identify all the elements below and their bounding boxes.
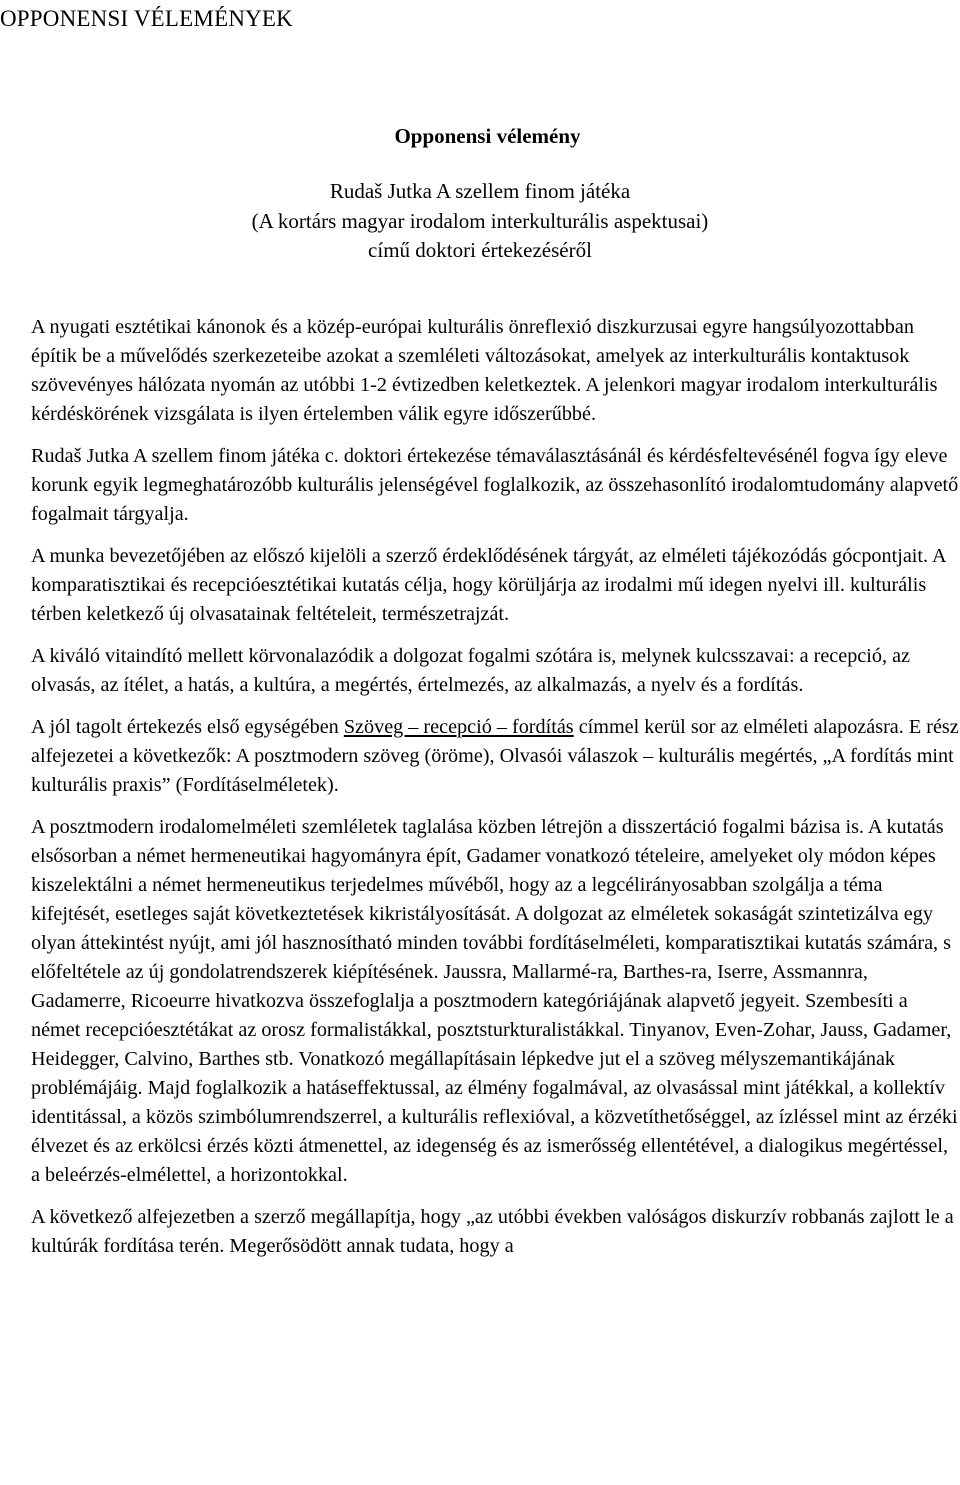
paragraph-theory-review: A posztmodern irodalomelméleti szemléletek taglalása közben létrejön a disszertáció fogalmi bázisa is. A kutatás elsősorban a német hermeneutikai hagyományra épít, Gadamer vonatkozó tételeire, amelyeket oly módon képes kiszelektálni a német hermeneutikus terjedelmes művéből, hogy az a legcélirányosabban szolgálja a téma kifejtését, esetleges saját következtetések kikristályosítását. A dolgozat az elméletek sokaságát szintetizálva egy olyan áttekintést nyújt, ami jól hasznosítható minden további fordításelméleti, komparatisztikai kutatás számára, s előfeltétele az új gondolatrendszerek kiépítésének. Jaussra, Mallarmé-ra, Barthes-ra, Iserre, Assmannra, Gadamerre, Ricoeurre hivatkozva összefoglalja a posztmodern kategóriájának alapvető jegyeit. Szembesíti a német recepcióesztétákat az orosz formalistákkal, posztsturkturalistákkal. Tinyanov, Even-Zohar, Jauss, Gadamer, Heidegger, Calvino, Barthes stb. Vonatkozó megállapításain lépkedve jut el a szöveg mélyszemantikájának problémájáig. Majd foglalkozik a hatáseffektussal, az élmény fogalmával, az olvasással mint játékkal, a kollektív identitással, a közös szimbólumrendszerrel, a kulturális reflexióval, a közvetíthetőséggel, az ízléssel mint az érzéki élvezet és az erkölcsi érzés közti átmenettel, az idegenség és az ismerősség ellentétével, a dialogikus megértéssel, a beleérzés-elmélettel, a horizontokkal.: [31, 816, 958, 1186]
paragraph-first-unit-rest: címmel kerül sor az elméleti alapozásra. E rész alfejezetei a következők: A posztmodern szöveg (öröme), Olvasói válaszok – kulturális megértés, „A fordítás mint kulturális praxis” (Fordításelméletek).: [31, 716, 959, 796]
subject-line-subtitle: (A kortárs magyar irodalom interkulturális aspektusai): [251, 208, 709, 233]
body-text: [31, 313, 960, 1274]
section-title-underlined: Szöveg – recepció – fordítás: [343, 716, 574, 738]
paragraph-first-unit: [31, 713, 960, 800]
paragraph-introduction-summary: A munka bevezetőjében az előszó kijelöli a szerző érdeklődésének tárgyát, az elméleti tájékozódás gócpontjait. A komparatisztikai és recepcióesztétikai kutatás célja, hogy körüljárja az irodalmi mű idegen nyelvi ill. kulturális térben keletkező új olvasatainak feltételeit, természetrajzát.: [31, 545, 946, 625]
page-heading: OPPONENSI VÉLEMÉNYEK: [0, 6, 293, 31]
paragraph-intro: A nyugati esztétikai kánonok és a közép-európai kulturális önreflexió diszkurzusai egyre hangsúlyozottabban építik be a művelődés szerkezeteibe azokat a szemléleti változásokat, amelyek az interkulturális kontaktusok szövevényes hálózata nyomán az utóbbi 1-2 évtizedben keletkeztek. A jelenkori magyar irodalom interkulturális kérdéskörének vizsgálata is ilyen értelemben válik egyre időszerűbbé.: [31, 316, 938, 425]
document-title: Opponensi vélemény: [394, 124, 581, 148]
paragraph-first-unit-lead: A jól tagolt értekezés első egységében: [31, 716, 344, 738]
subject-line-author-title: Rudaš Jutka A szellem finom játéka: [329, 179, 631, 203]
paragraph-topic: Rudaš Jutka A szellem finom játéka c. doktori értekezése témaválasztásánál és kérdésfeltevésénél fogva így eleve korunk egyik legmeghatározóbb kulturális jelenségével foglalkozik, az összehasonlító irodalomtudomány alapvető fogalmait tárgyalja.: [31, 445, 959, 525]
subject-line-descriptor: című doktori értekezéséről: [368, 238, 592, 262]
paragraph-next-subchapter: A következő alfejezetben a szerző megállapítja, hogy „az utóbbi években valóságos diskurzív robbanás zajlott le a kultúrák fordítása terén. Megerősödött annak tudata, hogy a: [31, 1206, 954, 1257]
paragraph-vocabulary: A kiváló vitaindító mellett körvonalazódik a dolgozat fogalmi szótára is, melynek kulcsszavai: a recepció, az olvasás, az ítélet, a hatás, a kultúra, a megértés, értelmezés, az alkalmazás, a nyelv és a fordítás.: [31, 645, 910, 696]
subject-block: [0, 177, 960, 266]
